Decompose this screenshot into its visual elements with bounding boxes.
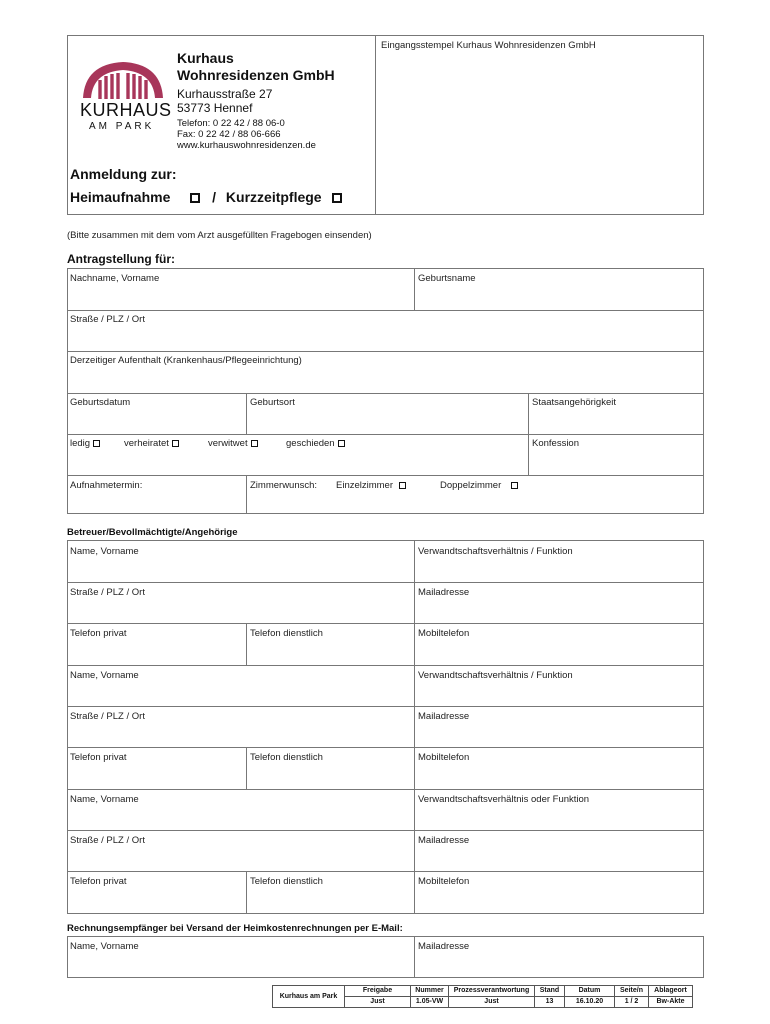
field-nationality[interactable]: Staatsangehörigkeit <box>532 397 616 408</box>
guardian-1-street[interactable]: Straße / PLZ / Ort <box>70 587 145 598</box>
company-name-1: Kurhaus <box>177 50 234 66</box>
footer-company: Kurhaus am Park <box>273 986 345 1008</box>
guardian-2-mobile[interactable]: Mobiltelefon <box>418 752 470 763</box>
guardians-box <box>67 540 704 914</box>
footer-datum-head: Datum <box>565 986 615 997</box>
footer-seite-value: 1 / 2 <box>615 997 649 1008</box>
kurzzeitpflege-checkbox[interactable] <box>332 193 342 203</box>
footer-nummer-value: 1.05-VW <box>411 997 449 1008</box>
invoice-name[interactable]: Name, Vorname <box>70 941 139 952</box>
guardian-3-mobile[interactable]: Mobiltelefon <box>418 876 470 887</box>
footer-freigabe-head: Freigabe <box>345 986 411 997</box>
footer-ablage-value: Bw-Akte <box>649 997 693 1008</box>
field-birthplace[interactable]: Geburtsort <box>250 397 295 408</box>
applicant-box <box>67 268 704 514</box>
footer-stand-value: 13 <box>535 997 565 1008</box>
guardian-2-phone-private[interactable]: Telefon privat <box>70 752 127 763</box>
footer-datum-value: 16.10.20 <box>565 997 615 1008</box>
guardian-2-phone-work[interactable]: Telefon dienstlich <box>250 752 323 763</box>
field-room-wish: Zimmerwunsch: <box>250 480 318 491</box>
stamp-label: Eingangsstempel Kurhaus Wohnresidenzen GmbH <box>381 40 596 51</box>
room-single[interactable]: Einzelzimmer <box>336 480 406 491</box>
logo-text-kurhaus: KURHAUS <box>80 100 172 120</box>
guardian-1-name[interactable]: Name, Vorname <box>70 546 139 557</box>
logo-text-ampark: AM PARK <box>89 121 155 132</box>
status-ledig[interactable]: ledig <box>70 438 100 449</box>
footer-ablage-head: Ablageort <box>649 986 693 997</box>
field-birthname[interactable]: Geburtsname <box>418 273 476 284</box>
registration-type-row <box>70 189 342 205</box>
geschieden-checkbox[interactable] <box>338 440 345 447</box>
company-web: www.kurhauswohnresidenzen.de <box>177 140 316 151</box>
footer-seite-head: Seite/n <box>615 986 649 997</box>
company-city: 53773 Hennef <box>177 101 253 115</box>
room-double[interactable]: Doppelzimmer <box>440 480 518 491</box>
heimaufnahme-checkbox[interactable] <box>190 193 200 203</box>
guardian-3-name[interactable]: Name, Vorname <box>70 794 139 805</box>
invoice-title: Rechnungsempfänger bei Versand der Heimkostenrechnungen per E-Mail: <box>67 923 403 934</box>
slash-separator: / <box>212 189 217 205</box>
guardian-1-mobile[interactable]: Mobiltelefon <box>418 628 470 639</box>
status-verwitwet[interactable]: verwitwet <box>208 438 258 449</box>
kurhaus-logo-icon <box>80 58 166 102</box>
field-birthdate[interactable]: Geburtsdatum <box>70 397 131 408</box>
guardian-3-phone-work[interactable]: Telefon dienstlich <box>250 876 323 887</box>
guardians-title: Betreuer/Bevollmächtigte/Angehörige <box>67 527 238 538</box>
note-text: (Bitte zusammen mit dem vom Arzt ausgefüllten Fragebogen einsenden) <box>67 230 372 241</box>
verheiratet-checkbox[interactable] <box>172 440 179 447</box>
anmeldung-title: Anmeldung zur: <box>70 166 177 182</box>
company-street: Kurhausstraße 27 <box>177 87 273 101</box>
guardian-1-phone-private[interactable]: Telefon privat <box>70 628 127 639</box>
field-admission-date[interactable]: Aufnahmetermin: <box>70 480 143 491</box>
company-fax: Fax: 0 22 42 / 88 06-666 <box>177 129 281 140</box>
invoice-mail[interactable]: Mailadresse <box>418 941 470 952</box>
guardian-1-phone-work[interactable]: Telefon dienstlich <box>250 628 323 639</box>
header-divider <box>375 35 376 215</box>
guardian-3-relation[interactable]: Verwandtschaftsverhältnis oder Funktion <box>418 794 590 805</box>
company-name-2: Wohnresidenzen GmbH <box>177 67 335 83</box>
status-verheiratet[interactable]: verheiratet <box>124 438 179 449</box>
kurzzeitpflege-label: Kurzzeitpflege <box>225 189 322 205</box>
field-street[interactable]: Straße / PLZ / Ort <box>70 314 145 325</box>
footer-prozess-head: Prozessverantwortung <box>449 986 535 997</box>
guardian-1-relation[interactable]: Verwandtschaftsverhältnis / Funktion <box>418 546 573 557</box>
guardian-2-mail[interactable]: Mailadresse <box>418 711 470 722</box>
verwitwet-checkbox[interactable] <box>251 440 258 447</box>
guardian-2-street[interactable]: Straße / PLZ / Ort <box>70 711 145 722</box>
footer-nummer-head: Nummer <box>411 986 449 997</box>
ledig-checkbox[interactable] <box>93 440 100 447</box>
single-room-checkbox[interactable] <box>399 482 406 489</box>
field-konfession[interactable]: Konfession <box>532 438 580 449</box>
heimaufnahme-label: Heimaufnahme <box>70 189 171 205</box>
guardian-2-name[interactable]: Name, Vorname <box>70 670 139 681</box>
guardian-2-relation[interactable]: Verwandtschaftsverhältnis / Funktion <box>418 670 573 681</box>
field-stay[interactable]: Derzeitiger Aufenthalt (Krankenhaus/Pflegeeinrichtung) <box>70 355 302 366</box>
field-name[interactable]: Nachname, Vorname <box>70 273 160 284</box>
guardian-3-street[interactable]: Straße / PLZ / Ort <box>70 835 145 846</box>
footer-stand-head: Stand <box>535 986 565 997</box>
footer-table <box>272 985 693 1008</box>
guardian-3-phone-private[interactable]: Telefon privat <box>70 876 127 887</box>
double-room-checkbox[interactable] <box>511 482 518 489</box>
footer-prozess-value: Just <box>449 997 535 1008</box>
guardian-3-mail[interactable]: Mailadresse <box>418 835 470 846</box>
footer-freigabe-value: Just <box>345 997 411 1008</box>
company-phone: Telefon: 0 22 42 / 88 06-0 <box>177 118 285 129</box>
applicant-title: Antragstellung für: <box>67 252 175 266</box>
invoice-box <box>67 936 704 978</box>
guardian-1-mail[interactable]: Mailadresse <box>418 587 470 598</box>
status-geschieden[interactable]: geschieden <box>286 438 345 449</box>
